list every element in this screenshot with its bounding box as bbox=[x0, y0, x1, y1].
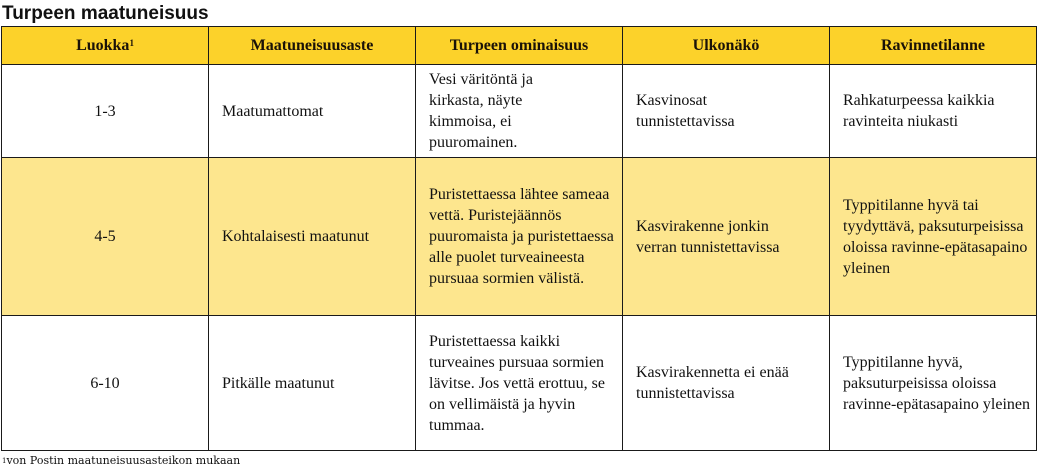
table-row bbox=[2, 65, 1037, 158]
footnote bbox=[2, 454, 240, 468]
cell-ominaisuus: Puristettaessa lähtee sameaa vettä. Puristejäännös puuromaista ja puristettaessa alle puolet turveaineesta pursuaa sormien välistä. bbox=[416, 158, 623, 316]
header-maatuneisuusaste: Maatuneisuusaste bbox=[209, 27, 416, 65]
cell-maatuneisuusaste: Kohtalaisesti maatunut bbox=[209, 158, 416, 316]
cell-luokka: 1-3 bbox=[2, 65, 209, 158]
cell-ulkonako: Kasvirakennetta ei enää tunnistettavissa bbox=[623, 316, 830, 451]
cell-ravinnetilanne: Typpitilanne hyvä, paksuturpeisissa oloissa ravinne-epätasapaino yleinen bbox=[830, 316, 1037, 451]
table-row bbox=[2, 158, 1037, 316]
cell-luokka: 6-10 bbox=[2, 316, 209, 451]
cell-ulkonako: Kasvinosat tunnistettavissa bbox=[623, 65, 830, 158]
header-ravinnetilanne: Ravinnetilanne bbox=[830, 27, 1037, 65]
cell-ominaisuus: Puristettaessa kaikki turveaines pursuaa sormien lävitse. Jos vettä erottuu, se on vellimäistä ja hyvin tummaa. bbox=[416, 316, 623, 451]
cell-ominaisuus: Vesi väritöntä ja kirkasta, näyte kimmoisa, ei puuromainen. bbox=[416, 65, 623, 158]
cell-luokka: 4-5 bbox=[2, 158, 209, 316]
peat-decomposition-table bbox=[1, 26, 1037, 451]
header-turpeen-ominaisuus: Turpeen ominaisuus bbox=[416, 27, 623, 65]
footnote-text: von Postin maatuneisuusasteikon mukaan bbox=[6, 454, 241, 467]
header-label: Luokka bbox=[76, 37, 130, 54]
cell-ravinnetilanne: Typpitilanne hyvä tai tyydyttävä, paksuturpeisissa oloissa ravinne-epätasapaino yleinen bbox=[830, 158, 1037, 316]
table-header-row bbox=[2, 27, 1037, 65]
footnote-number: 1 bbox=[2, 457, 7, 465]
header-ulkonako: Ulkonäkö bbox=[623, 27, 830, 65]
cell-ravinnetilanne: Rahkaturpeessa kaikkia ravinteita niukasti bbox=[830, 65, 1037, 158]
header-luokka bbox=[2, 27, 209, 65]
footnote-marker: 1 bbox=[129, 38, 134, 48]
table-row bbox=[2, 316, 1037, 451]
cell-maatuneisuusaste: Pitkälle maatunut bbox=[209, 316, 416, 451]
page-title: Turpeen maatuneisuus bbox=[2, 3, 209, 24]
cell-ulkonako: Kasvirakenne jonkin verran tunnistettavissa bbox=[623, 158, 830, 316]
cell-maatuneisuusaste: Maatumattomat bbox=[209, 65, 416, 158]
